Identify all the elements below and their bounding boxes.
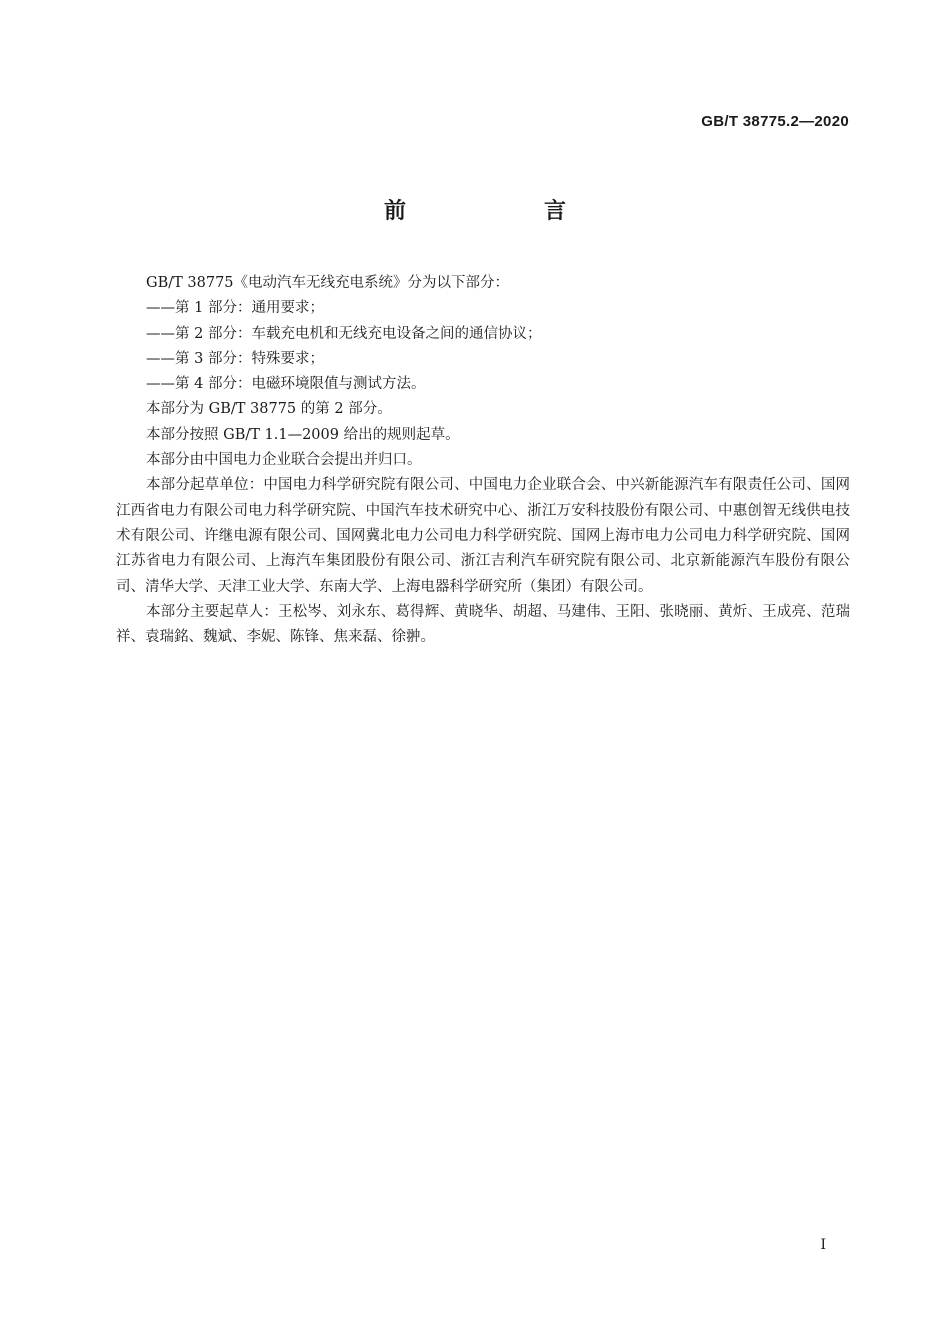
paragraph-drafting-units: 本部分起草单位：中国电力科学研究院有限公司、中国电力企业联合会、中兴新能源汽车有限责任公司、国网江西省电力有限公司电力科学研究院、中国汽车技术研究中心、浙江万安科技股份有限公司、中惠创智无线供电技术有限公司、许继电源有限公司、国网冀北电力公司电力科学研究院、国网上海市电力公司电力科学研究院、国网江苏省电力有限公司、上海汽车集团股份有限公司、浙江吉利汽车研究院有限公司、北京新能源汽车股份有限公司、清华大学、天津工业大学、东南大学、上海电器科学研究所（集团）有限公司。 [116,477,850,595]
paragraph-drafting-rules: 本部分按照 GB/T 1.1—2009 给出的规则起草。 [146,426,460,443]
standard-code: GB/T 38775.2—2020 [701,113,849,130]
paragraph-proposer: 本部分由中国电力企业联合会提出并归口。 [146,452,422,469]
paragraph-drafters: 本部分主要起草人：王松岑、刘永东、葛得辉、黄晓华、胡超、马建伟、王阳、张晓丽、黄炘、王成亮、范瑞祥、袁瑞銘、魏斌、李妮、陈锋、焦来磊、徐翀。 [116,603,850,646]
page-number: I [820,1237,826,1253]
paragraph-series-intro: GB/T 38775《电动汽车无线充电系统》分为以下部分： [146,275,510,291]
list-item-part-2: ——第 2 部分：车载充电机和无线充电设备之间的通信协议； [146,325,542,342]
page-title: 前 言 [383,199,624,224]
paragraph-part-statement: 本部分为 GB/T 38775 的第 2 部分。 [146,401,392,418]
list-item-part-1: ——第 1 部分：通用要求； [146,300,324,317]
list-item-part-4: ——第 4 部分：电磁环境限值与测试方法。 [146,376,426,393]
foreword-body [116,271,850,650]
list-item-part-3: ——第 3 部分：特殊要求； [146,350,324,367]
